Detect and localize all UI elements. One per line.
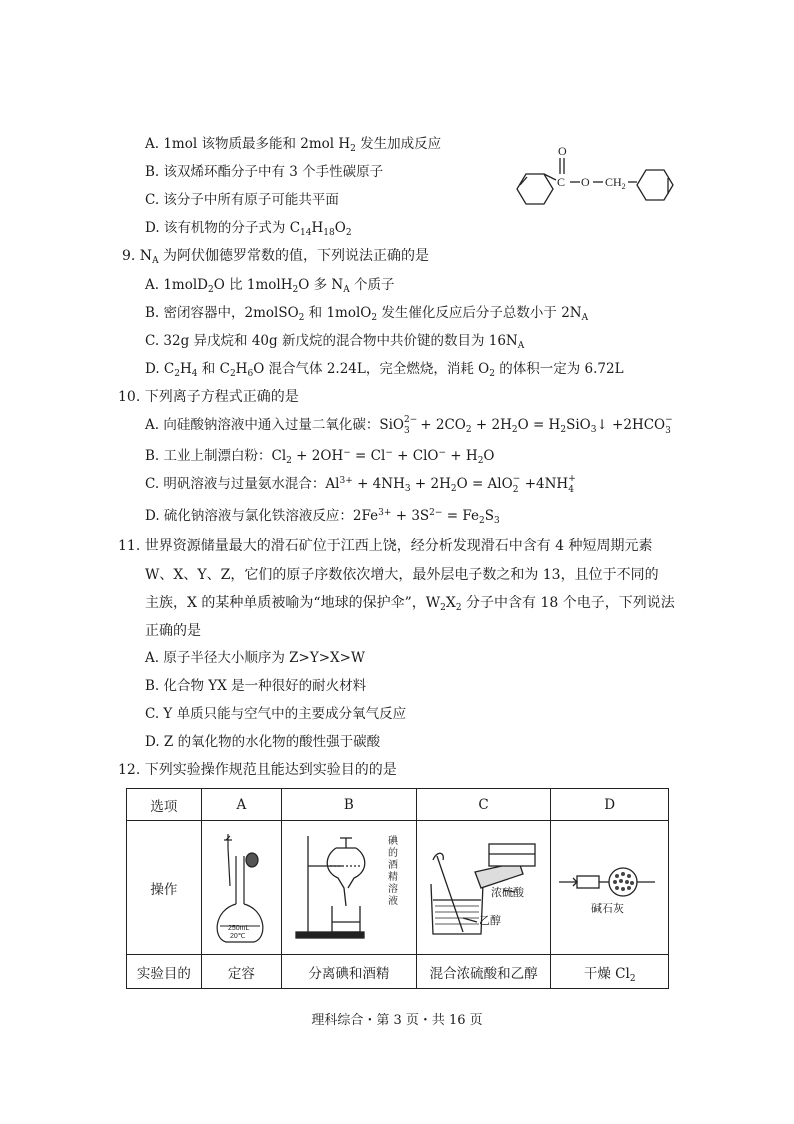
struct-ch2: $CH_2$ [605,175,626,191]
struct-oxygen: O [581,175,590,189]
q8-option-b: B. 该双烯环酯分子中有 3 个手性碳原子 [145,164,384,180]
cell-c-apparatus [416,821,551,955]
q9-stem: 9. $N_A$ 为阿伏伽德罗常数的值，下列说法正确的是 [122,248,430,266]
q11-stem-line1: 11. 世界资源储量最大的滑石矿位于江西上饶，经分析发现滑石中含有 4 种短周期元素 [118,538,653,554]
q11-option-a: A. 原子半径大小顺序为 Z>Y>X>W [145,650,365,666]
soda-lime-label: 碱石灰 [590,901,624,915]
page-footer: 理科综合・第 3 页・共 16 页 [311,1013,483,1028]
drying-tube-icon [555,826,665,946]
purpose-c: 混合浓硫酸和乙醇 [416,955,551,989]
cell-b-apparatus [282,821,417,955]
purpose-a: 定容 [201,955,281,989]
table-header-d: D [551,789,669,821]
q10-option-d: D. 硫化钠溶液与氯化铁溶液反应：$2Fe^{3+} + 3S^{2-} = Fe_2S_3$ [145,508,500,526]
separatory-funnel-stand-icon [284,826,414,946]
q8-option-d: D. 该有机物的分子式为 $C_{14}H_{18}O_2$ [145,220,352,238]
q12-stem: 12. 下列实验操作规范且能达到实验目的的是 [118,762,397,778]
q10-option-b: B. 工业上制漂白粉：$Cl_2 + 2OH^- = Cl^- + ClO^- + H_2O$ [145,448,495,466]
cell-d-apparatus [551,821,669,955]
table-header-c: C [416,789,551,821]
funnel-label: 碘的酒精溶液 [387,835,398,907]
q8-option-a: A. 1mol 该物质最多能和 2mol $H_2$ 发生加成反应 [145,136,442,154]
ester-structure-diagram [500,140,700,220]
table-header-b: B [282,789,417,821]
table-header-a: A [201,789,281,821]
flask-temperature-label: 20℃ [230,932,246,940]
q8-option-c: C. 该分子中所有原子可能共平面 [145,192,339,208]
table-header-option: 选项 [127,789,202,821]
conc-sulfuric-acid-label: 浓硫酸 [490,885,524,899]
q11-option-c: C. Y 单质只能与空气中的主要成分氧气反应 [145,706,407,722]
q11-stem-line2: W、X、Y、Z，它们的原子序数依次增大，最外层电子数之和为 13，且位于不同的 [145,567,659,583]
q9-option-a: A. 1molD$_2$O 比 1molH$_2$O 多 $N_A$ 个质子 [145,277,395,295]
volumetric-flask-icon [206,826,276,946]
flask-volume-label: 250mL [228,924,250,932]
beaker-pouring-icon [419,826,549,946]
q11-stem-line3: 主族，X 的某种单质被喻为“地球的保护伞”，$W_2X_2$ 分子中含有 18 个电子，下列说法 [145,595,675,613]
struct-oxygen-top: O [558,144,567,158]
purpose-d: 干燥 $Cl_2$ [551,955,669,989]
q10-option-a: A. 向硅酸钠溶液中通入过量二氧化碳：SiO 2− 3 + $2CO_2 + 2H_2O$ = $H_2SiO_3↓ +2HCO$ − 3 [145,414,673,436]
ethanol-label: 乙醇 [478,913,501,927]
cell-a-apparatus [201,821,281,955]
q12-options-table [126,788,669,989]
q11-option-b: B. 化合物 YX 是一种很好的耐火材料 [145,678,367,694]
purpose-b: 分离碘和酒精 [282,955,417,989]
struct-carbon: C [557,175,566,189]
q9-option-c: C. 32g 异戊烷和 40g 新戊烷的混合物中共价键的数目为 $16N_A$ [145,333,525,351]
q11-option-d: D. Z 的氧化物的水化物的酸性强于碳酸 [145,734,381,750]
q9-option-d: D. $C_2H_4$ 和 $C_2H_6O$ 混合气体 2.24L，完全燃烧，消耗 $O_2$ 的体积一定为 6.72L [145,361,624,379]
q11-stem-line4: 正确的是 [145,623,201,639]
row-label-operation: 操作 [127,821,202,955]
q10-option-c: C. 明矾溶液与过量氨水混合：$Al^{3+} + 4NH_3 + 2H_2O$ = AlO − 2 +4NH + 4 [145,473,576,495]
row-label-purpose: 实验目的 [127,955,202,989]
q10-stem: 10. 下列离子方程式正确的是 [118,389,299,405]
q9-option-b: B. 密闭容器中，2molSO$_2$ 和 1molO$_2$ 发生催化反应后分子总数小于 $2N_A$ [145,305,589,323]
